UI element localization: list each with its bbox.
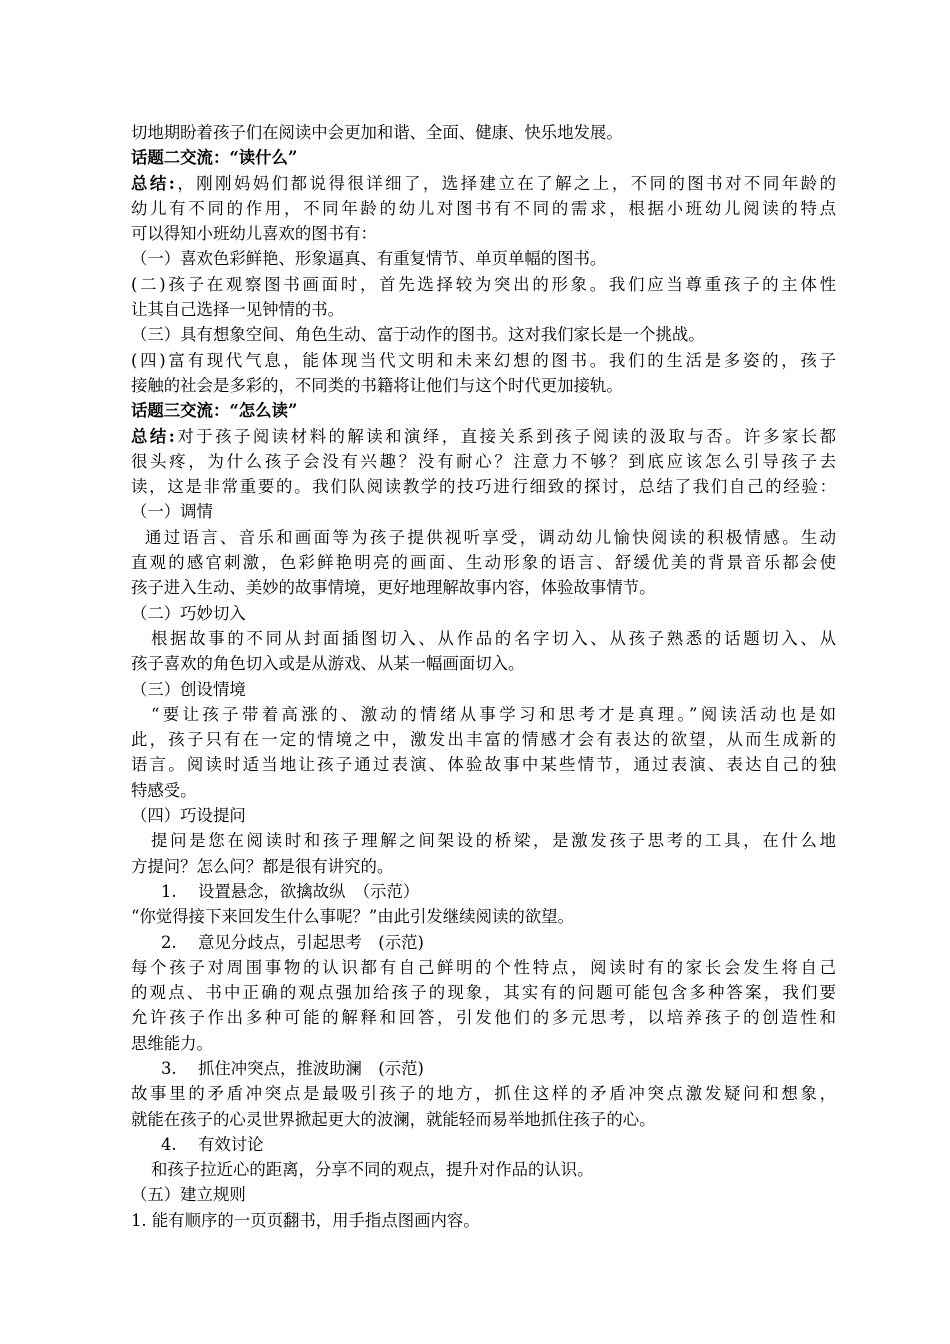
section-line: 孩子喜欢的角色切入或是从游戏、从某一幅画面切入。: [131, 654, 525, 674]
topic3-summary-line: 读，这是非常重要的。我们队阅读教学的技巧进行细致的探讨，总结了我们自己的经验：: [131, 477, 836, 497]
section-line: 语言。阅读时适当地让孩子通过表演、体验故事中某些情节，通过表演、表达自己的独: [131, 755, 836, 775]
section-line: 1. 能有顺序的一页页翻书，用手指点图画内容。: [131, 1210, 480, 1230]
topic2-summary-line: 可以得知小班幼儿喜欢的图书有：: [131, 224, 377, 244]
question-line: 思维能力。: [131, 1033, 213, 1053]
question-line: “你觉得接下来回发生什么事呢？”由此引发继续阅读的欲望。: [131, 907, 574, 927]
section-title: （一）调情: [131, 502, 213, 522]
section-title: （五）建立规则: [131, 1185, 246, 1205]
section-title: （三）创设情境: [131, 679, 246, 699]
list-number: 4.: [161, 1134, 177, 1154]
intro-line: 切地期盼着孩子们在阅读中会更加和谐、全面、健康、快乐地发展。: [131, 123, 623, 142]
question-heading: 1. 设置悬念，欲擒故纵 （示范）: [131, 879, 836, 904]
topic3-summary-line: 总结:对于孩子阅读材料的解读和演绎，直接关系到孩子阅读的汲取与否。许多家长都: [131, 426, 836, 446]
question-line: 允许孩子作出多种可能的解释和回答，引发他们的多元思考，以培养孩子的创造性和: [131, 1008, 836, 1028]
section-line: 通过语言、音乐和画面等为孩子提供视听享受，调动幼儿愉快阅读的积极情感。生动: [145, 527, 836, 547]
topic2-summary-line: 幼儿有不同的作用，不同年龄的幼儿对图书有不同的需求，根据小班幼儿阅读的特点: [131, 198, 836, 218]
topic2-item: （三）具有想象空间、角色生动、富于动作的图书。这对我们家长是一个挑战。: [131, 325, 705, 345]
question-heading: 3. 抓住冲突点，推波助澜 (示范): [131, 1056, 836, 1081]
list-number: 2.: [161, 932, 177, 952]
topic2-item: (二)孩子在观察图书画面时，首先选择较为突出的形象。我们应当尊重孩子的主体性: [131, 274, 836, 294]
question-line: 故事里的矛盾冲突点是最吸引孩子的地方，抓住这样的矛盾冲突点激发疑问和想象，: [131, 1084, 836, 1104]
topic2-item: (四)富有现代气息，能体现当代文明和未来幻想的图书。我们的生活是多姿的，孩子: [131, 350, 836, 370]
document-body: [131, 120, 836, 1233]
section-title: （四）巧设提问: [131, 806, 246, 826]
section-line: 此，孩子只有在一定的情境之中，激发出丰富的情感才会有表达的欲望，从而生成新的: [131, 730, 836, 750]
summary-label: 总结:: [131, 426, 175, 446]
list-number: 1.: [161, 881, 177, 901]
section-line: 根据故事的不同从封面插图切入、从作品的名字切入、从孩子熟悉的话题切入、从: [151, 628, 836, 648]
section-line: 孩子进入生动、美妙的故事情境，更好地理解故事内容，体验故事情节。: [131, 578, 656, 598]
topic2-item: 接触的社会是多彩的，不同类的书籍将让他们与这个时代更加接轨。: [131, 375, 623, 395]
question-line: 就能在孩子的心灵世界掀起更大的波澜，就能轻而易举地抓住孩子的心。: [131, 1109, 656, 1129]
topic2-heading: 话题二交流：“读什么”: [131, 148, 298, 168]
question-heading: 4. 有效讨论: [131, 1132, 836, 1157]
section-line: 特感受。: [131, 780, 197, 800]
summary-label: 总结:: [131, 173, 175, 193]
question-line: 每个孩子对周围事物的认识都有自己鲜明的个性特点，阅读时有的家长会发生将自己: [131, 957, 836, 977]
question-heading: 2. 意见分歧点，引起思考 (示范): [131, 930, 836, 955]
topic2-summary-line: 总结:，刚刚妈妈们都说得很详细了，选择建立在了解之上，不同的图书对不同年龄的: [131, 173, 836, 193]
list-number: 3.: [161, 1058, 177, 1078]
topic2-item: 让其自己选择一见钟情的书。: [131, 300, 345, 320]
section-line: 提问是您在阅读时和孩子理解之间架设的桥梁，是激发孩子思考的工具，在什么地: [151, 831, 836, 851]
question-line: 的观点、书中正确的观点强加给孩子的现象，其实有的问题可能包含多种答案，我们要: [131, 983, 836, 1003]
section-title: （二）巧妙切入: [131, 603, 246, 623]
question-line: 和孩子拉近心的距离，分享不同的观点，提升对作品的认识。: [151, 1160, 594, 1180]
topic3-heading: 话题三交流：“怎么读”: [131, 401, 298, 421]
topic3-summary-line: 很头疼，为什么孩子会没有兴趣？没有耐心？注意力不够？到底应该怎么引导孩子去: [131, 451, 836, 471]
topic2-item: （一）喜欢色彩鲜艳、形象逼真、有重复情节、单页单幅的图书。: [131, 249, 607, 269]
section-line: “要让孩子带着高涨的、激动的情绪从事学习和思考才是真理。”阅读活动也是如: [151, 704, 836, 724]
section-line: 方提问？怎么问？都是很有讲究的。: [131, 856, 394, 876]
section-line: 直观的感官刺激，色彩鲜艳明亮的画面、生动形象的语言、舒缓优美的背景音乐都会使: [131, 553, 836, 573]
